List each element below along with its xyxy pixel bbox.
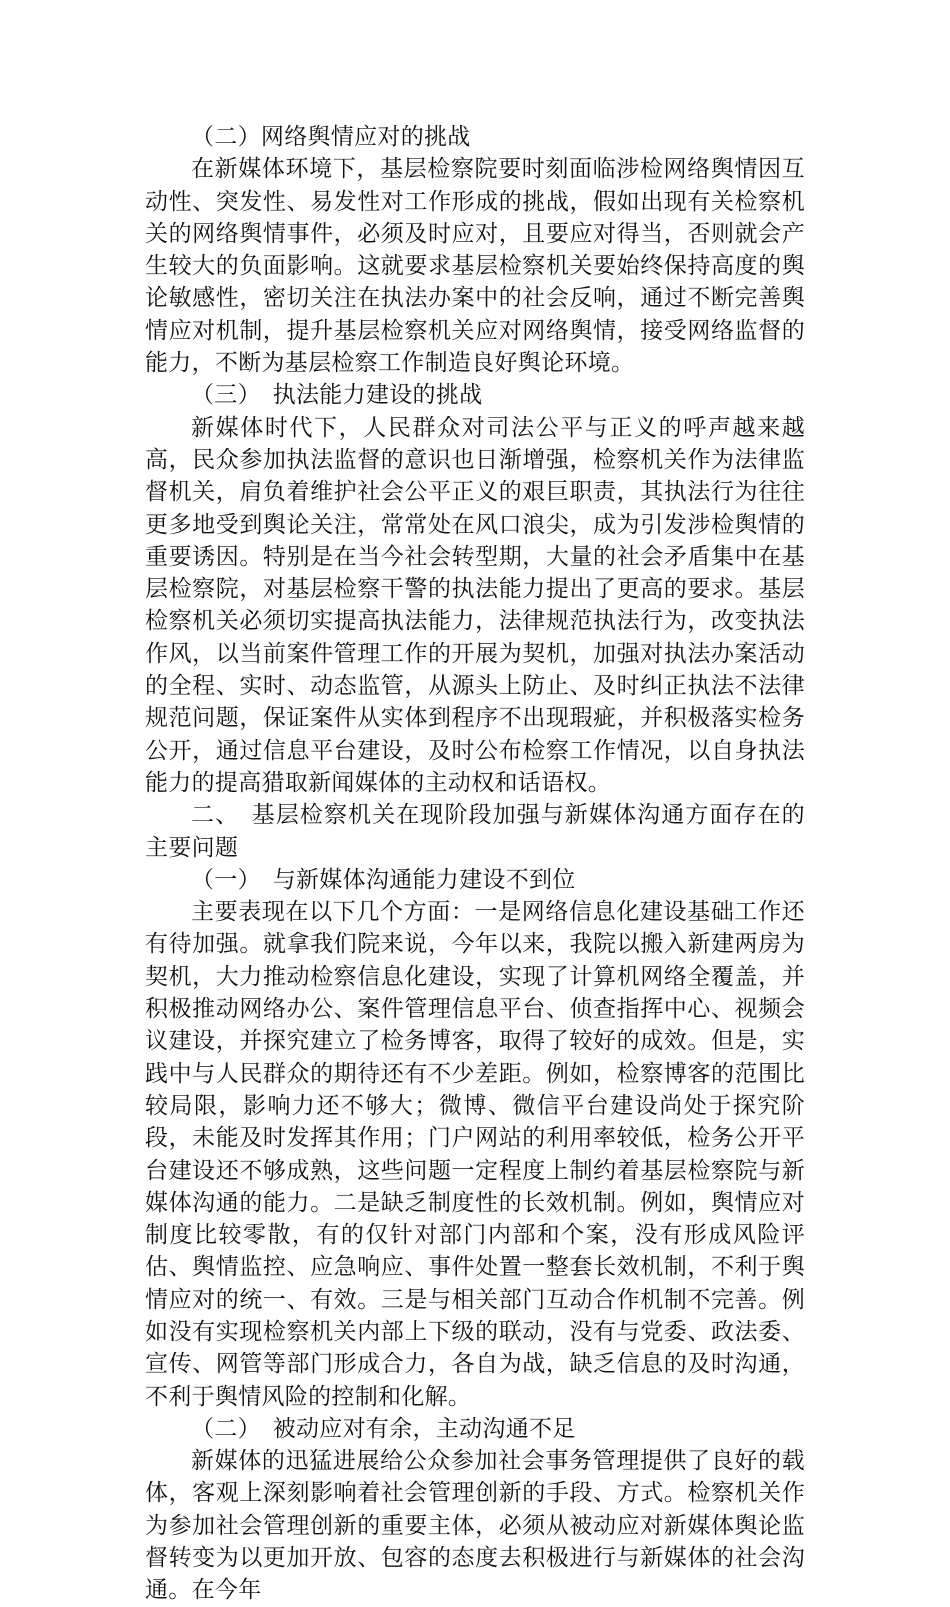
body-paragraph: 主要表现在以下几个方面：一是网络信息化建设基础工作还有待加强。就拿我们院来说，今年以来，我院以搬入新建两房为契机，大力推动检察信息化建设，实现了计算机网络全覆盖，并积极推动网络办公、案件管理信息平台、侦查指挥中心、视频会议建设，并探究建立了检务博客，取得了较好的成效。但是，实践中与人民群众的期待还有不少差距。例如，检察博客的范围比较局限，影响力还不够大；微博、微信平台建设尚处于探究阶段，未能及时发挥其作用；门户网站的利用率较低，检务公开平台建设还不够成熟，这些问题一定程度上制约着基层检察院与新媒体沟通的能力。二是缺乏制度性的长效机制。例如，舆情应对制度比较零散，有的仅针对部门内部和个案，没有形成风险评估、舆情监控、应急响应、事件处置一整套长效机制，不利于舆情应对的统一、有效。三是与相关部门互动合作机制不完善。例如没有实现检察机关内部上下级的联动，没有与党委、政法委、宣传、网管等部门形成合力，各自为战，缺乏信息的及时沟通，不利于舆情风险的控制和化解。 (145, 899, 805, 1410)
body-paragraph: 新媒体的迅猛进展给公众参加社会事务管理提供了良好的载体，客观上深刻影响着社会管理创新的手段、方式。检察机关作为参加社会管理创新的重要主体，必须从被动应对新媒体舆论监督转变为以更加开放、包容的态度去积极进行与新媒体的社会沟通。在今年 (145, 1448, 805, 1604)
section-heading: （二）网络舆情应对的挑战 (191, 124, 471, 150)
section-heading: （三） 执法能力建设的挑战 (191, 382, 483, 409)
chapter-heading: 二、 基层检察机关在现阶段加强与新媒体沟通方面存在的主要问题 (145, 802, 805, 861)
body-paragraph: 在新媒体环境下，基层检察院要时刻面临涉检网络舆情因互动性、突发性、易发性对工作形成的挑战，假如出现有关检察机关的网络舆情事件，必须及时应对，且要应对得当，否则就会产生较大的负面影响。这就要求基层检察机关要始终保持高度的舆论敏感性，密切关注在执法办案中的社会反响，通过不断完善舆情应对机制，提升基层检察机关应对网络舆情，接受网络监督的能力，不断为基层检察工作制造良好舆论环境。 (145, 156, 805, 377)
document-body (145, 121, 805, 1607)
body-paragraph: 新媒体时代下，人民群众对司法公平与正义的呼声越来越高，民众参加执法监督的意识也日渐增强，检察机关作为法律监督机关，肩负着维护社会公平正义的艰巨职责，其执法行为往往更多地受到舆论关注，常常处在风口浪尖，成为引发涉检舆情的重要诱因。特别是在当今社会转型期，大量的社会矛盾集中在基层检察院，对基层检察干警的执法能力提出了更高的要求。基层检察机关必须切实提高执法能力，法律规范执法行为，改变执法作风，以当前案件管理工作的开展为契机，加强对执法办案活动的全程、实时、动态监管，从源头上防止、及时纠正执法不法律规范问题，保证案件从实体到程序不出现瑕疵，并积极落实检务公开，通过信息平台建设，及时公布检察工作情况，以自身执法能力的提高猎取新闻媒体的主动权和话语权。 (145, 414, 805, 796)
section-heading: （二） 被动应对有余，主动沟通不足 (191, 1415, 576, 1442)
section-heading: （一） 与新媒体沟通能力建设不到位 (191, 866, 576, 893)
